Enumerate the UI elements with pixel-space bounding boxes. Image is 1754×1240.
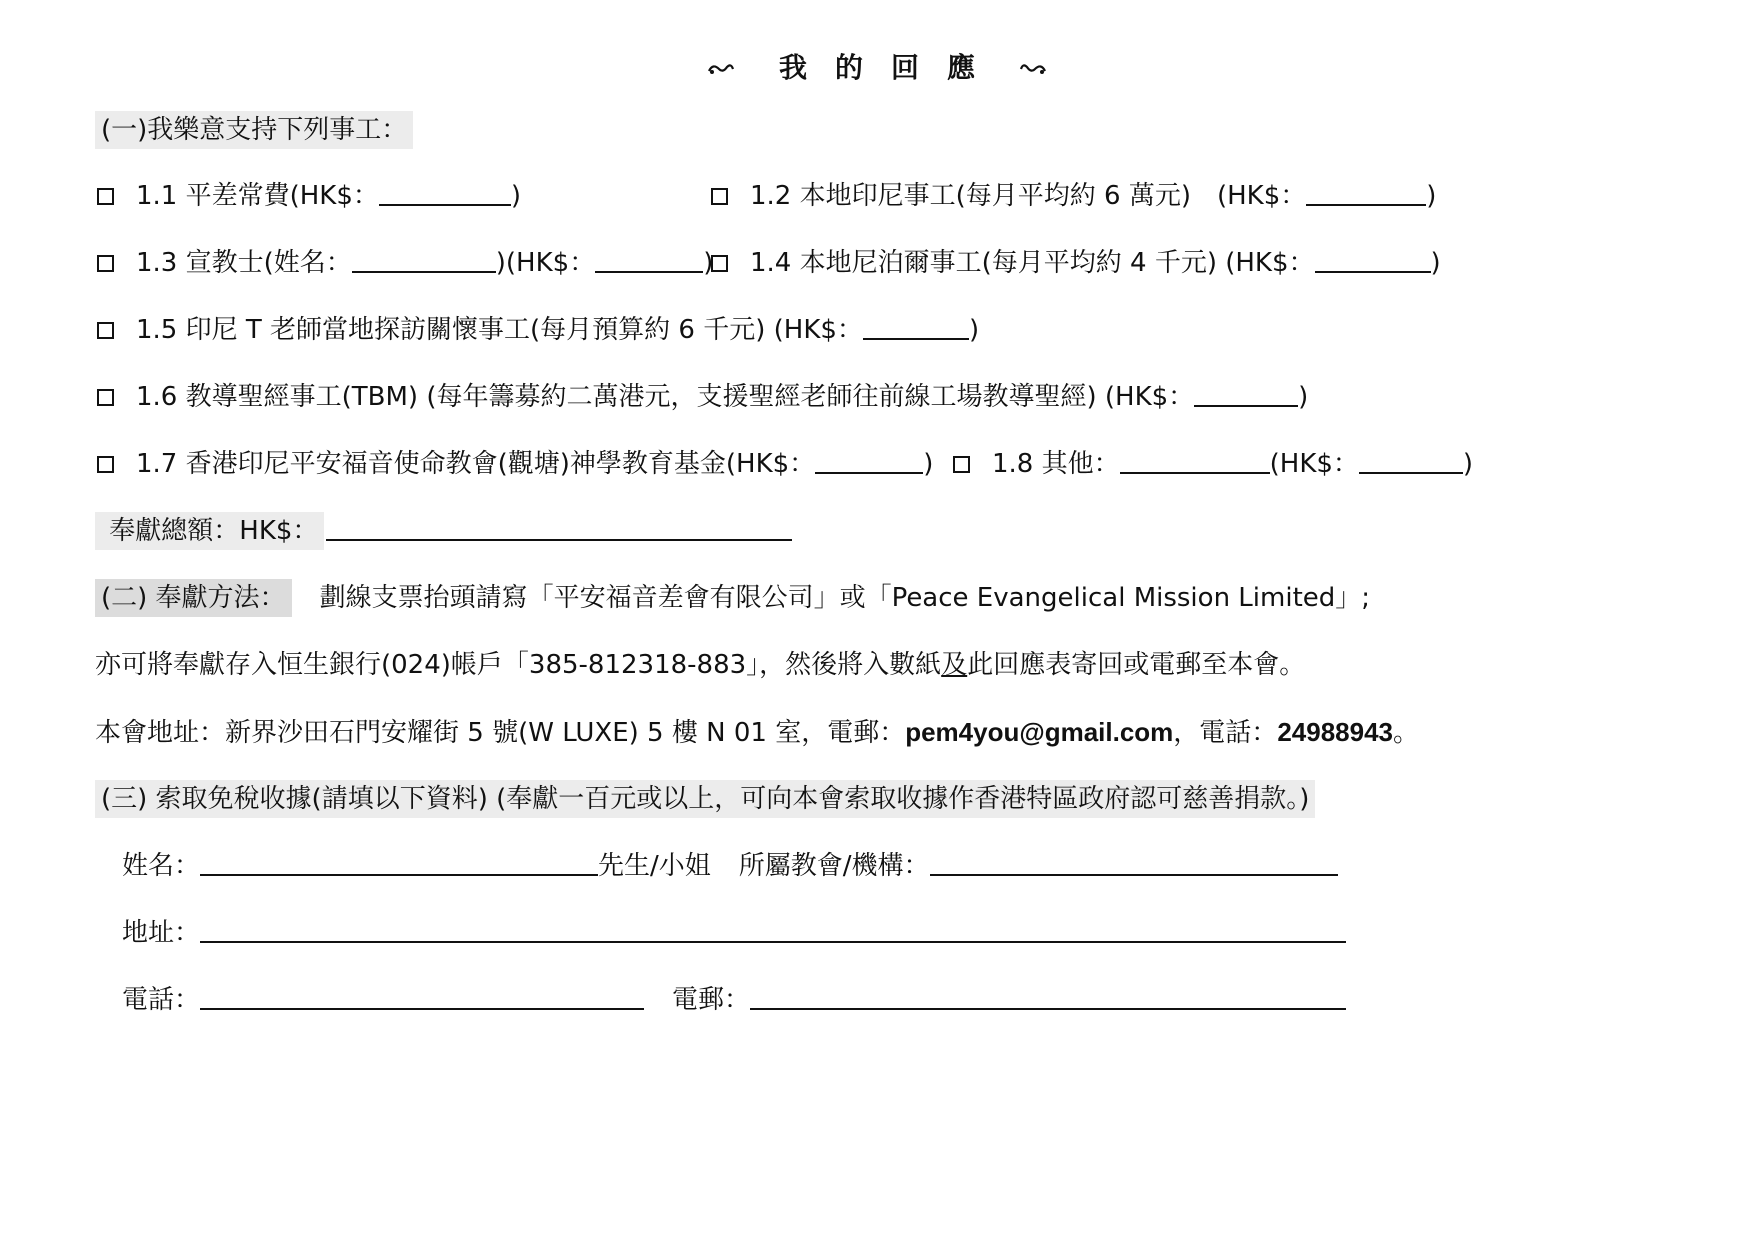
checkbox-1-6[interactable] [97,389,114,406]
missionary-name-blank[interactable] [352,245,496,273]
checkbox-1-7[interactable] [97,456,114,473]
contact-address: 本會地址：新界沙田石門安耀街 5 號(W LUXE) 5 樓 N 01 室，電郵：pem4you@gmail.com，電話：24988943。 [95,717,1420,748]
section3-heading: (三) 索取免稅收據(請填以下資料) (奉獻一百元或以上，可向本會索取收據作香港特區政府認可慈善捐款。) [95,781,1315,817]
amount-blank-1-6[interactable] [1194,379,1298,407]
phone-field[interactable] [200,982,644,1010]
church-field[interactable] [930,848,1338,876]
ornament-right-icon [1019,61,1047,77]
item-1-2: 1.2 本地印尼事工(每月平均約 6 萬元) (HK$： ) [711,178,1436,214]
total-amount-blank[interactable] [326,513,792,541]
item-1-5: 1.5 印尼 T 老師當地探訪關懷事工(每月預算約 6 千元) (HK$： ) [97,312,979,348]
checkbox-1-2[interactable] [711,188,728,205]
form-title [0,48,1754,88]
ornament-left-icon [707,61,735,77]
cheque-instruction: 劃線支票抬頭請寫「平安福音差會有限公司」或「Peace Evangelical Mission Limited」; [319,583,1371,613]
item-1-1: 1.1 平差常費(HK$： ) [97,178,521,214]
section2-line2: 亦可將奉獻存入恒生銀行(024)帳戶「385-812318-883」，然後將入數紙及此回應表寄回或電郵至本會。 [95,650,1306,680]
checkbox-1-1[interactable] [97,188,114,205]
amount-blank-1-4[interactable] [1315,245,1431,273]
checkbox-1-4[interactable] [711,255,728,272]
amount-blank-1-3[interactable] [595,245,703,273]
total-row [95,513,792,549]
phone-email-row: 電話： 電郵： [122,982,1346,1018]
checkbox-1-3[interactable] [97,255,114,272]
address-row: 地址： [122,915,1346,951]
checkbox-1-8[interactable] [953,456,970,473]
other-item-blank[interactable] [1120,446,1270,474]
item-1-7: 1.7 香港印尼平安福音使命教會(觀塘)神學教育基金(HK$： ) [97,446,933,482]
contact-email[interactable]: pem4you@gmail.com [905,717,1174,747]
name-row: 姓名： 先生/小姐 所屬教會/機構： [122,848,1338,884]
amount-blank-1-5[interactable] [863,312,969,340]
form-title-text: 我 的 回 應 [778,51,975,84]
item-1-8: 1.8 其他： (HK$： ) [953,446,1473,482]
amount-blank-1-2[interactable] [1306,178,1426,206]
address-field[interactable] [200,915,1346,943]
section2-line1 [95,580,1370,616]
checkbox-1-5[interactable] [97,322,114,339]
name-field[interactable] [200,848,598,876]
item-1-6: 1.6 教導聖經事工(TBM) (每年籌募約二萬港元，支援聖經老師往前線工場教導聖經) (HK$： ) [97,379,1308,415]
email-field[interactable] [750,982,1346,1010]
section2-heading: (二) 奉獻方法： [95,579,292,617]
item-1-3: 1.3 宣教士(姓名： )(HK$： ) [97,245,713,281]
section1-heading: (一)我樂意支持下列事工： [95,112,413,148]
contact-phone: 24988943 [1277,717,1393,747]
total-label: 奉獻總額：HK$： [95,512,324,550]
amount-blank-1-8[interactable] [1359,446,1463,474]
amount-blank-1-7[interactable] [815,446,923,474]
amount-blank-1-1[interactable] [379,178,511,206]
item-1-4: 1.4 本地尼泊爾事工(每月平均約 4 千元) (HK$： ) [711,245,1441,281]
